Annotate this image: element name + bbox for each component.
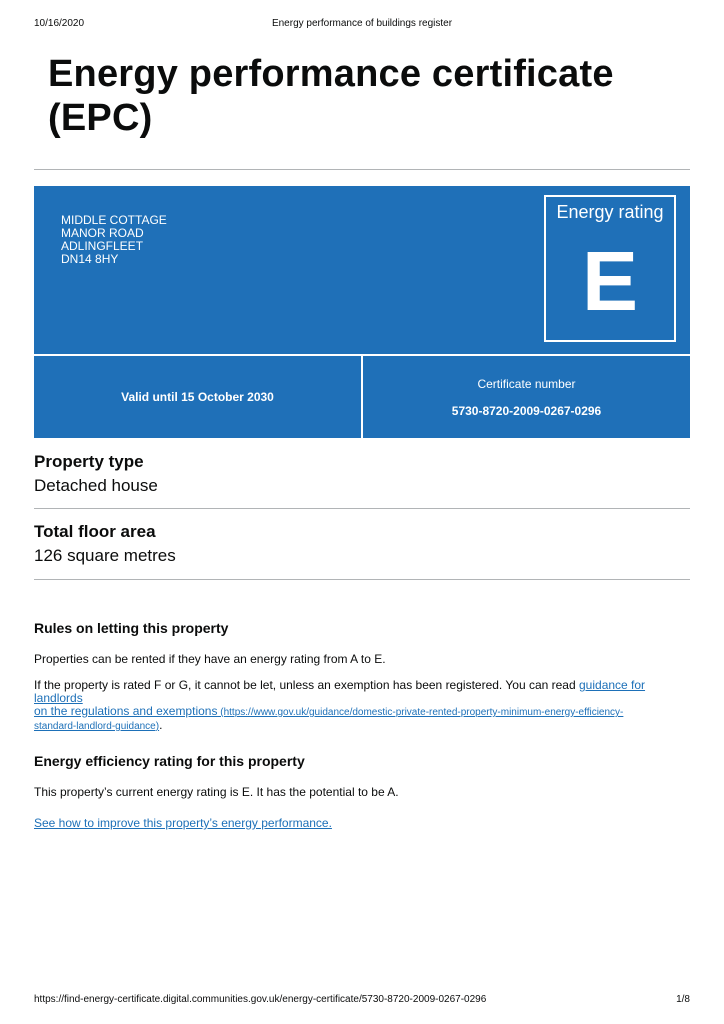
energy-rating-letter: E <box>581 234 639 328</box>
floor-area-value: 126 square metres <box>34 546 176 565</box>
certificate-number-label: Certificate number <box>477 377 576 391</box>
landlord-guidance-url[interactable]: (https://www.gov.uk/guidance/domestic-private-rented-property-minimum-energy-efficiency- <box>217 707 624 718</box>
address-postcode: DN14 8HY <box>61 252 119 266</box>
print-page-title: Energy performance of buildings register <box>271 18 453 29</box>
improve-performance-link[interactable]: See how to improve this property’s energy performance. <box>34 816 332 830</box>
letting-rules-text: Properties can be rented if they have an energy rating from A to E. <box>34 652 386 666</box>
property-type-label: Property type <box>34 452 144 471</box>
address-line: MANOR ROAD <box>61 226 144 240</box>
validity-cell <box>34 356 361 438</box>
landlord-guidance-url-cont[interactable]: standard-landlord-guidance) <box>34 721 160 732</box>
valid-until: Valid until 15 October 2030 <box>121 390 274 404</box>
print-footer <box>34 994 690 1008</box>
property-type-value: Detached house <box>34 476 158 495</box>
landlord-guidance-link-cont[interactable]: on the regulations and exemptions <box>34 704 218 718</box>
epc-banner <box>34 186 690 354</box>
certificate-number: 5730-8720-2009-0267-0296 <box>451 404 602 418</box>
divider <box>34 169 690 170</box>
efficiency-heading: Energy efficiency rating for this property <box>34 753 305 769</box>
page-number: 1/8 <box>676 994 690 1005</box>
certificate-cell <box>363 356 690 438</box>
divider <box>34 579 690 580</box>
property-address <box>61 214 167 266</box>
letting-rules-heading: Rules on letting this property <box>34 620 229 636</box>
page-title: Energy performance certificate (EPC) <box>48 53 614 139</box>
divider <box>34 508 690 509</box>
address-line: ADLINGFLEET <box>61 239 144 253</box>
efficiency-text: This property’s current energy rating is E. It has the potential to be A. <box>34 785 399 799</box>
address-line: MIDDLE COTTAGE <box>61 213 167 227</box>
floor-area-label: Total floor area <box>34 522 156 541</box>
print-header <box>34 18 690 32</box>
energy-rating-box <box>544 195 676 342</box>
epc-details <box>34 356 690 438</box>
landlord-guidance-link[interactable]: guidance for landlords <box>34 678 646 705</box>
print-date: 10/16/2020 <box>34 18 85 29</box>
print-footer-url: https://find-energy-certificate.digital.communities.gov.uk/energy-certificate/5730-8720-2009-0267-0296 <box>34 994 487 1005</box>
letting-exemption-text: If the property is rated F or G, it cannot be let, unless an exemption has been registered. You can read guidance for landlords on the regulations and exemptions (https://www.gov.uk/guidance/domestic-private-rented-property-minimum-energy-efficiency- standard-landlord-guidance). <box>34 678 646 732</box>
energy-rating-label: Energy rating <box>556 202 664 222</box>
